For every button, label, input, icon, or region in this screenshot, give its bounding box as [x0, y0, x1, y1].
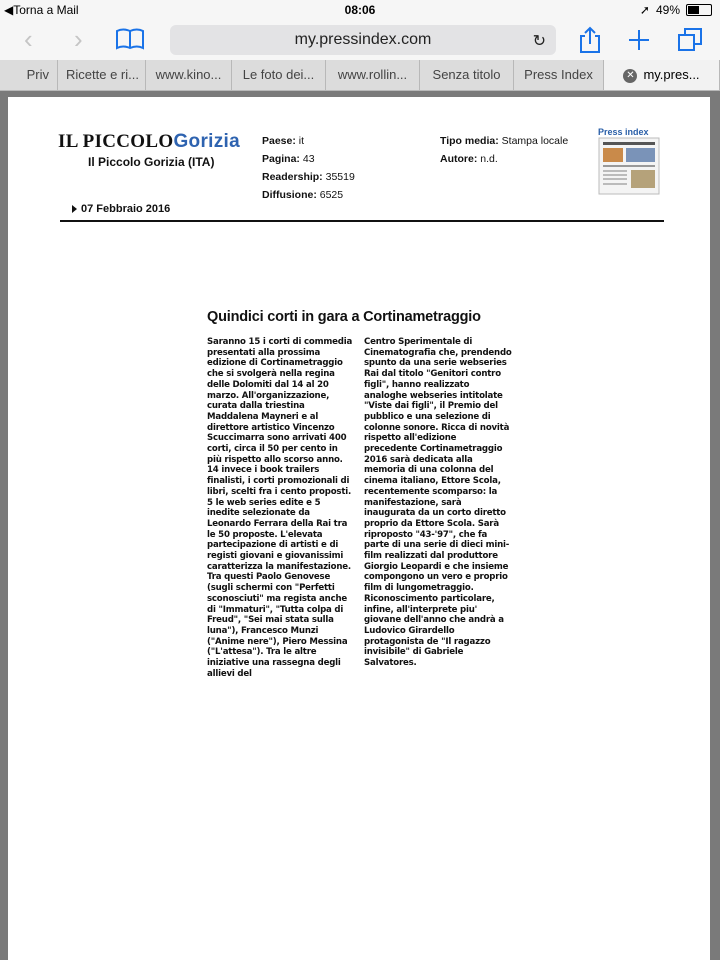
tab-bar [0, 60, 720, 91]
back-arrow-icon[interactable]: ‹ [24, 24, 33, 54]
header-divider [60, 220, 664, 222]
status-right [640, 3, 712, 17]
url-text: my.pressindex.com [294, 31, 432, 48]
back-to-mail-label: Torna a Mail [13, 3, 79, 17]
tabs-overview-icon[interactable] [676, 26, 704, 54]
tab-priv[interactable]: Priv [0, 60, 58, 90]
reload-icon[interactable]: ↻ [532, 33, 546, 50]
bookmarks-icon[interactable] [116, 28, 144, 50]
close-tab-icon[interactable]: ✕ [623, 69, 637, 83]
tab-senza-titolo[interactable]: Senza titolo [420, 60, 514, 90]
tab-rollin[interactable]: www.rollin... [326, 60, 420, 90]
status-bar [0, 0, 720, 20]
article-column-1: Saranno 15 i corti di commedia presentati alla prossima edizione di Cortinametraggio che si svolgerà nella regina delle Dolomiti dal 14 al 20 marzo. All'organizzazione, curata dalla triestina Maddalena Mayneri e al direttore artistico Vincenzo Scuccimarra sono arrivati 400 corti, circa il 50 per cento in più rispetto allo scorso anno. 14 invece i book trailers finalisti, i corti promozionali di libri, scelti fra i cento proposti. 5 le web series edite e 5 inedite selezionate da Leonardo Ferrara della Rai tra le 50 proposte. L'elevata partecipazione di artisti e di registi giovani e giovanissimi caratterizza la manifestazione. Tra questi Paolo Genovese (sugli schermi con "Perfetti sconosciuti" ma regista anche di "Immaturi", "Tutta colpa di Freud", "Sei mai stata sulla luna"), Francesco Munzi ("Anime nere"), Piero Messina ("L'attesa"). Tra le altre iniziative una rassegna degli allievi del [207, 337, 353, 679]
tab-le-foto[interactable]: Le foto dei... [232, 60, 326, 90]
article-column-2: Centro Sperimentale di Cinematografia che, prendendo spunto da una serie webseries Rai dal titolo "Genitori contro figli", hanno realizzato analoghe webseries intitolate "Viste dai figli", il Premio del pubblico e una selezione di colonne sonore. Ricca di novità rispetto all'edizione precedente Cortinametraggio 2016 sarà dedicata alla memoria di una colonna del cinema italiano, Ettore Scola, recentemente scomparso: la manifestazione, sarà inaugurata da un corto diretto proprio da Ettore Scola. Sarà riproposto "43-'97", che fa parte di una serie di dieci mini-film realizzati dal produttore Giorgio Leopardi e che insieme compongono un vero e proprio film di lungometraggio. Riconoscimento particolare, infine, all'interprete piu' giovane dell'anno che andrà a Ludovico Girardello protagonista de "Il ragazzo invisibile" di Gabriele Salvatores. [364, 337, 512, 669]
location-arrow-icon: ➚ [639, 3, 650, 17]
forward-arrow-icon[interactable]: › [74, 24, 83, 54]
tab-kino[interactable]: www.kino... [146, 60, 232, 90]
meta-right: Tipo media: Stampa locale Autore: n.d. [440, 135, 569, 165]
newspaper-logo: IL PICCOLOGorizia [58, 131, 240, 152]
document-page [8, 97, 710, 960]
tab-my-pressindex[interactable]: ✕ my.pres... [604, 60, 720, 90]
battery-percent: 49% [655, 3, 680, 17]
new-tab-icon[interactable] [625, 26, 653, 54]
article-headline: Quindici corti in gara a Cortinametraggio [207, 309, 481, 325]
battery-icon [686, 4, 712, 16]
publication-date: 07 Febbraio 2016 [72, 203, 170, 215]
newspaper-subtitle: Il Piccolo Gorizia (ITA) [88, 155, 215, 169]
page-thumbnail-icon [598, 137, 660, 195]
back-to-mail-link[interactable]: ◀Torna a Mail [4, 3, 79, 17]
tab-ricette[interactable]: Ricette e ri... [58, 60, 146, 90]
triangle-icon [72, 205, 77, 213]
battery-fill [688, 6, 699, 14]
address-bar[interactable] [170, 25, 556, 55]
tab-press-index[interactable]: Press Index [514, 60, 604, 90]
clock: 08:06 [344, 3, 376, 17]
share-icon[interactable] [576, 26, 604, 54]
browser-toolbar [0, 20, 720, 60]
pressindex-logo: Press index [598, 127, 664, 199]
meta-left: Paese: it Pagina: 43 Readership: 35519 Diffusione: 6525 [262, 135, 355, 201]
